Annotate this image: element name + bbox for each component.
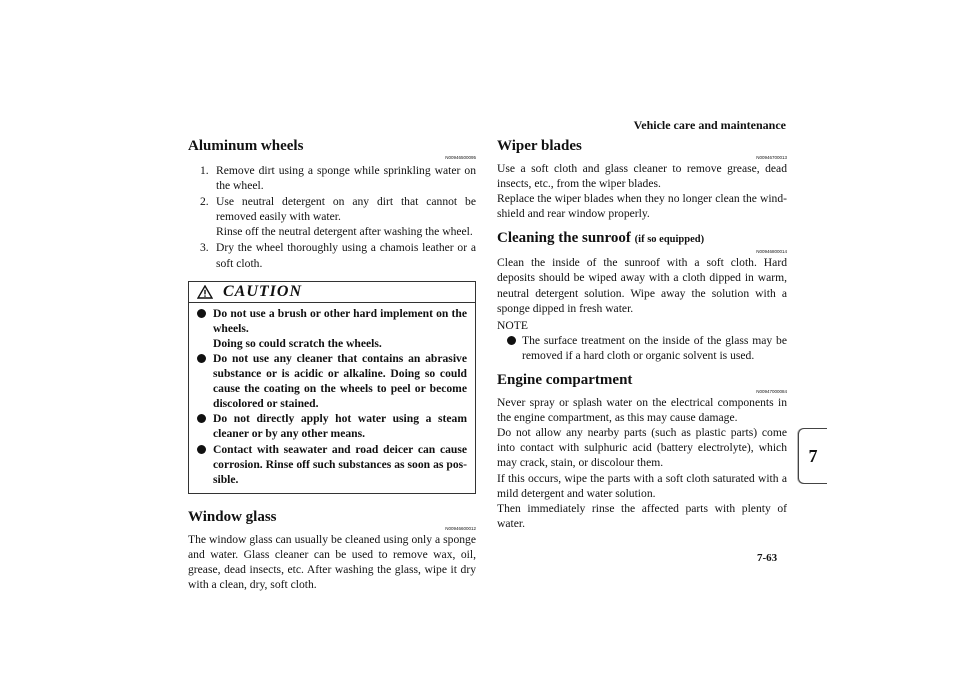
bullet-icon	[507, 336, 516, 345]
bullet-icon	[197, 414, 206, 423]
engine-compartment-heading: Engine compartment	[497, 372, 633, 389]
left-column	[188, 137, 476, 592]
window-glass-code: N00946600012	[445, 525, 476, 531]
sunroof-title: Cleaning the sunroof	[497, 230, 631, 247]
caution-text-continued: Doing so could scratch the wheels.	[213, 336, 382, 350]
chapter-tab: 7	[798, 428, 827, 484]
step-text: Remove dirt using a sponge while sprinkling water on the wheel.	[216, 164, 476, 193]
bullet-icon	[197, 309, 206, 318]
list-item	[189, 442, 467, 487]
caution-text: Do not use a brush or other hard implement on the wheels.	[213, 306, 467, 335]
list-item	[189, 351, 467, 411]
caution-text: Do not directly apply hot water using a steam cleaner or by any other means.	[213, 412, 467, 441]
engine-compartment-code: N00947000084	[756, 389, 787, 395]
list-item	[189, 306, 467, 351]
engine-body-1: Never spray or splash water on the electrical components in the engine compartment, as this may cause damage.	[497, 396, 787, 425]
bullet-icon	[197, 445, 206, 454]
note-label: NOTE	[497, 318, 528, 332]
step-number: 2.	[200, 195, 209, 209]
caution-title: CAUTION	[223, 283, 303, 301]
caution-header	[189, 282, 475, 303]
window-glass-heading: Window glass	[188, 508, 277, 525]
right-column	[497, 137, 787, 531]
engine-body-3: If this occurs, wipe the parts with a soft cloth saturated with a mild detergent and water solution.	[497, 471, 787, 500]
caution-box	[188, 281, 476, 494]
step-text-continued: Rinse off the neutral detergent after washing the wheel.	[216, 225, 473, 239]
running-header: Vehicle care and maintenance	[633, 118, 786, 132]
sunroof-title-note: (if so equipped)	[634, 234, 705, 246]
list-item	[188, 194, 476, 239]
step-number: 1.	[200, 164, 209, 177]
bullet-icon	[197, 354, 206, 363]
step-text: Use neutral detergent on any dirt that cannot be removed easily with water.	[216, 195, 476, 224]
note-item	[497, 333, 787, 363]
sunroof-code: N00946800014	[756, 249, 787, 255]
sunroof-heading	[497, 229, 787, 249]
list-item	[188, 240, 476, 270]
aluminum-steps-list	[188, 163, 476, 271]
aluminum-wheels-heading: Aluminum wheels	[188, 138, 304, 154]
window-glass-body: The window glass can usually be cleaned using only a sponge and water. Glass cleaner can be used to remove wax, oil, grease, dead insects, etc. After washing the glass, wipe it dry with a clean, dry, soft cloth.	[188, 532, 476, 592]
caution-text: Do not use any cleaner that contains an abrasive substance or is acidic or alkaline. Doing so could cause the coating on the wheels to peel or become discolored or stained.	[213, 351, 467, 411]
aluminum-wheels-code: N00946500095	[445, 155, 476, 160]
wiper-blades-body: Use a soft cloth and glass cleaner to remove grease, dead insects, etc., from the wiper blades.	[497, 162, 787, 191]
wiper-blades-heading: Wiper blades	[497, 138, 582, 154]
wiper-blades-body-2: Replace the wiper blades when they no longer clean the wind-shield and rear window properly.	[497, 192, 787, 221]
list-item	[188, 163, 476, 193]
step-text: Dry the wheel thoroughly using a chamois leather or a soft cloth.	[216, 241, 476, 270]
wiper-blades-code: N00946700013	[756, 155, 787, 160]
engine-body-2: Do not allow any nearby parts (such as plastic parts) come into contact with sulphuric acid (battery electrolyte), which may crack, stain, or discolour them.	[497, 426, 787, 470]
page-number: 7-63	[757, 552, 778, 564]
list-item	[189, 411, 467, 441]
caution-text: Contact with seawater and road deicer can cause corrosion. Rinse off such substances as soon as pos-sible.	[213, 442, 467, 486]
warning-triangle-icon	[197, 285, 213, 299]
caution-list	[189, 306, 475, 487]
engine-body-4: Then immediately rinse the affected parts with plenty of water.	[497, 501, 787, 530]
step-number: 3.	[200, 241, 209, 255]
note-text: The surface treatment on the inside of the glass may be removed if a hard cloth or organic solvent is used.	[522, 333, 787, 362]
sunroof-body: Clean the inside of the sunroof with a soft cloth. Hard deposits should be wiped away with a cloth dipped in warm, neutral detergent solution. Wipe away the solution with a sponge dipped in fresh water.	[497, 256, 787, 315]
